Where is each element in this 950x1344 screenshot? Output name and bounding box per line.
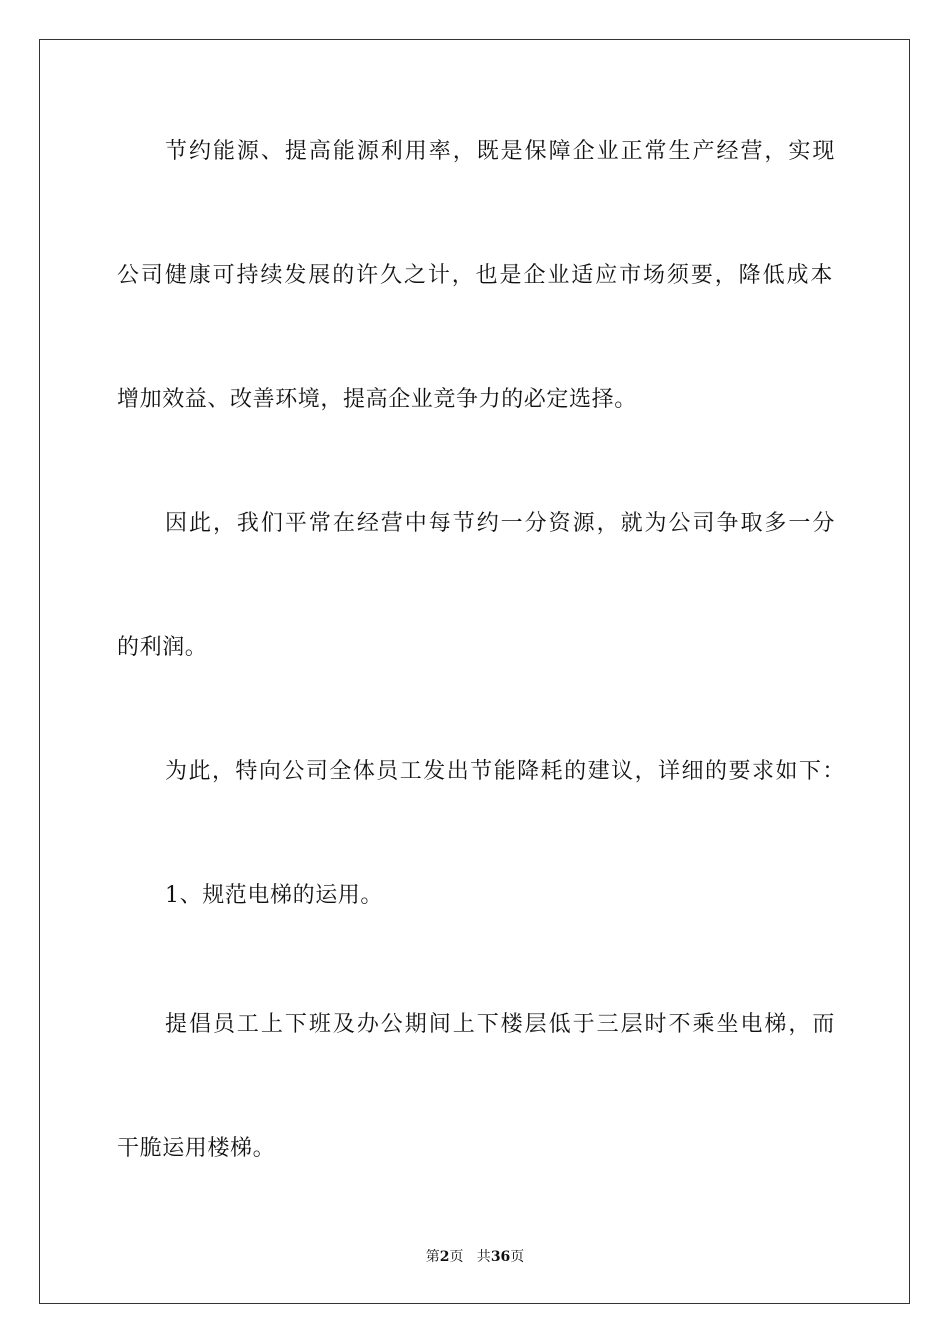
paragraph-line-4: 因此，我们平常在经营中每节约一分资源，就为公司争取多一分 [165, 511, 835, 536]
paragraph-line-8: 提倡员工上下班及办公期间上下楼层低于三层时不乘坐电梯，而 [165, 1012, 835, 1037]
paragraph-line-1: 节约能源、提高能源利用率，既是保障企业正常生产经营，实现 [165, 139, 835, 164]
paragraph-line-5: 的利润。 [117, 635, 208, 660]
footer-mid: 页 共 [449, 1249, 491, 1265]
footer-prefix: 第 [425, 1249, 440, 1265]
paragraph-line-9: 干脆运用楼梯。 [117, 1136, 276, 1161]
footer-total-pages: 36 [490, 1249, 511, 1265]
page-frame [39, 39, 910, 1304]
paragraph-line-3: 增加效益、改善环境，提高企业竞争力的必定选择。 [117, 387, 637, 412]
list-item-heading: 1、规范电梯的运用。 [165, 883, 383, 908]
page-footer [0, 1248, 950, 1266]
footer-page-number: 2 [439, 1249, 450, 1265]
paragraph-line-2: 公司健康可持续发展的许久之计，也是企业适应市场须要，降低成本 [117, 263, 833, 288]
paragraph-line-6: 为此，特向公司全体员工发出节能降耗的建议，详细的要求如下： [165, 759, 845, 784]
footer-suffix: 页 [510, 1249, 525, 1265]
